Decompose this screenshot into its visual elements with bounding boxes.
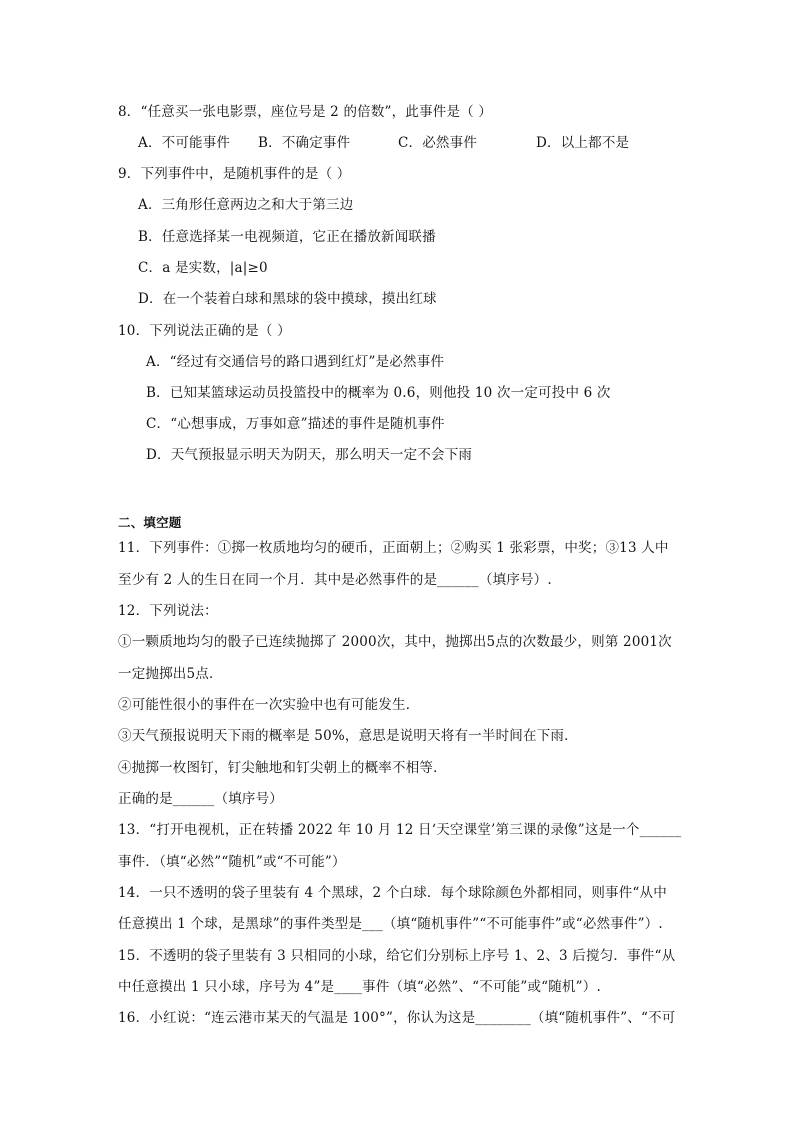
question-12-item-2: ②可能性很小的事件在一次实验中也有可能发生． xyxy=(118,697,420,713)
question-12-item-1-cont: 一定抛掷出5点． xyxy=(118,666,223,682)
question-8-option-c: C．必然事件 xyxy=(398,135,478,151)
question-10-option-c: C．“心想事成，万事如意”描述的事件是随机事件 xyxy=(146,416,445,432)
question-8-option-a: A．不可能事件 xyxy=(138,135,231,151)
question-10-stem: 10．下列说法正确的是（ ） xyxy=(118,323,291,339)
question-10-option-d: D．天气预报显示明天为阴天，那么明天一定不会下雨 xyxy=(146,447,473,463)
section-heading-fill-in: 二、填空题 xyxy=(118,515,182,530)
question-14-line-2: 任意摸出 1 个球，是黑球”的事件类型是___（填“随机事件”“不可能事件”或“必然事件”）. xyxy=(118,916,663,932)
question-11-line-2: 至少有 2 人的生日在同一个月．其中是必然事件的是______（填序号）. xyxy=(118,572,552,588)
question-8-option-b: B．不确定事件 xyxy=(258,135,351,151)
question-8-option-d: D．以上都不是 xyxy=(536,135,630,151)
question-8-stem: 8．“任意买一张电影票，座位号是 2 的倍数”，此事件是（ ） xyxy=(118,104,493,120)
question-11-line-1: 11．下列事件：①掷一枚质地均匀的硬币，正面朝上；②购买 1 张彩票，中奖；③13 人中 xyxy=(118,540,669,556)
question-9-option-d: D．在一个装着白球和黑球的袋中摸球，摸出红球 xyxy=(138,291,437,307)
question-10-option-a: A．“经过有交通信号的路口遇到红灯”是必然事件 xyxy=(146,354,445,370)
question-8-options xyxy=(0,133,794,153)
question-16-line-1: 16．小红说：“连云港市某天的气温是 100°”，你认为这是________（填“随机事件”、“不可 xyxy=(118,1010,676,1026)
question-12-item-1: ①一颗质地均匀的骰子已连续抛掷了 2000次，其中，抛掷出5点的次数最少，则第 2001次 xyxy=(118,634,672,650)
question-9-option-a: A．三角形任意两边之和大于第三边 xyxy=(138,197,354,213)
question-9-option-c: C．a 是实数，|a|≥0 xyxy=(138,260,268,276)
question-10-option-b: B．已知某篮球运动员投篮投中的概率为 0.6，则他投 10 次一定可投中 6 次 xyxy=(146,385,611,401)
question-13-line-2: 事件．（填“必然”“随机”或“不可能”） xyxy=(118,854,346,870)
question-9-stem: 9．下列事件中，是随机事件的是（ ） xyxy=(118,166,351,182)
question-14-line-1: 14．一只不透明的袋子里装有 4 个黑球，2 个白球．每个球除颜色外都相同，则事件“从中 xyxy=(118,885,667,901)
question-12-item-3: ③天气预报说明天下雨的概率是 50%，意思是说明天将有一半时间在下雨． xyxy=(118,728,578,744)
question-12-line-1: 12．下列说法： xyxy=(118,603,218,619)
question-12-answer: 正确的是______（填序号） xyxy=(118,791,283,807)
question-15-line-2: 中任意摸出 1 只小球，序号为 4”是____事件（填“必然”、“不可能”或“随机”）. xyxy=(118,979,601,995)
question-13-line-1: 13．“打开电视机，正在转播 2022 年 10 月 12 日‘天空课堂’第三课的录像”这是一个______ xyxy=(118,822,682,838)
question-9-option-b: B．任意选择某一电视频道，它正在播放新闻联播 xyxy=(138,229,436,245)
question-15-line-1: 15．不透明的袋子里装有 3 只相同的小球，给它们分别标上序号 1、2、3 后搅匀．事件“从 xyxy=(118,948,676,964)
question-12-item-4: ④抛掷一枚图钉，钉尖触地和钉尖朝上的概率不相等． xyxy=(118,760,447,776)
